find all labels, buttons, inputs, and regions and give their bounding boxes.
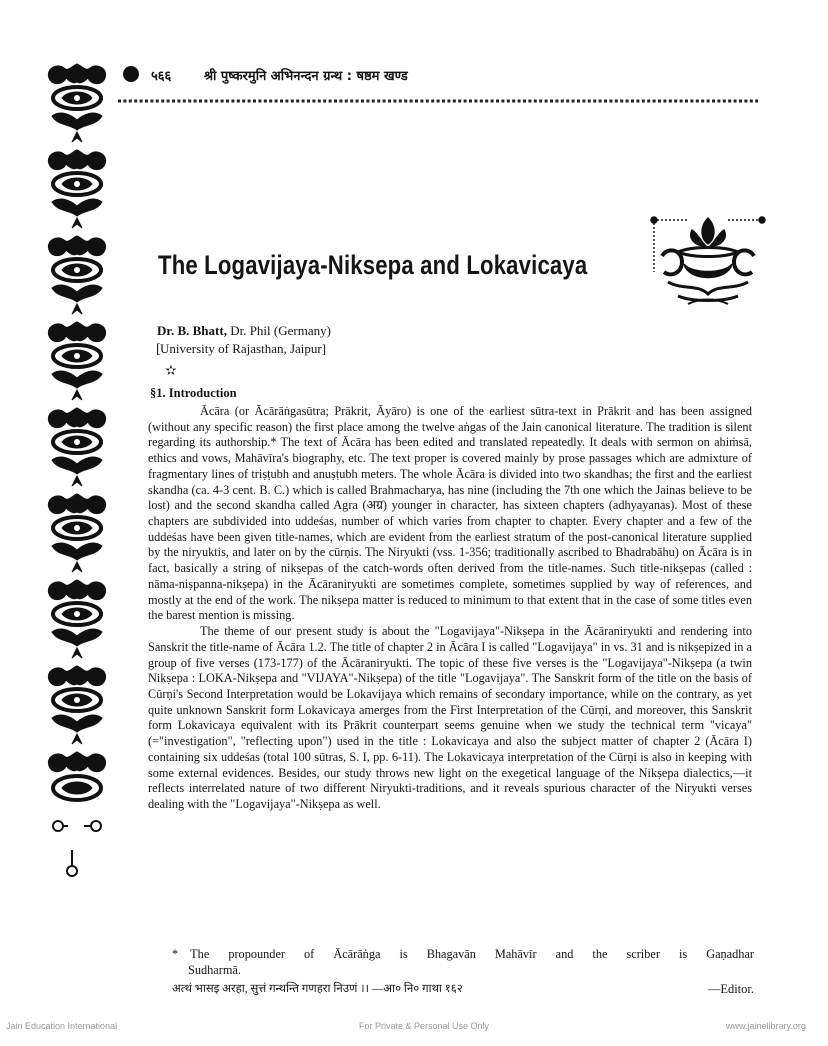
- section-heading: §1. Introduction: [150, 386, 237, 400]
- footer-left: Jain Education International: [6, 1021, 118, 1031]
- paragraph-1: Ācāra (or Ācārāṅgasūtra; Prākrit, Āyāro) is one of the earliest sūtra-text in Prākrit and has been assigned (without any specific reason) the first place among the twelve aṅgas of the Jain canonical literature. The tradition is silent regarding its authorship.* The text of Ācāra has been edited and translated repeatedly. It deals with sermon on ahiṁsā, ethics and vows, Mahāvīra's biography, etc. The text proper is covered mainly by prose passages which are admixture of fragmentary lines of triṣṭubh and anuṣṭubh meters. The whole Ācāra is divided into two skandhas; the first and the earliest skandha (ca. 4-3 cent. B. C.) which is called Brahmacharya, has nine (including the 7th one which the Jainas believe to be lost) and the second skandha called Agra (अग्र) younger in character, has sixteen chapters (adhyayanas). Most of these chapters are subdivided into uddeśas, number of which varies from chapter to chapter. Every chapter and a few of the uddeśas have been given title-names, which are evident from the earliest stratum of the post-canonical literature supplied by the niryuktis, and later on by the cūrṇis. The Niryukti (vss. 1-356; traditionally ascribed to Bhadrabāhu) on Ācāra is in fact, basically a string of nikṣepas of the catch-words often derived from the title-names. Such title-nikṣepas (called : nāma-niṣpanna-nikṣepa) in the Ācāraniryukti are sometimes complete, sometimes supplied by way of references, and mostly at the end of the work. The nikṣepa matter is reduced to minimum to that extent that in the case of some titles even the barest mention is missing.: [148, 404, 752, 623]
- page-number: ५६६: [151, 69, 172, 84]
- open-bracket: [: [156, 342, 161, 357]
- footnote-quote: अत्थं भासइ अरहा, सुत्तं गन्थन्ति गणहरा निउणं ।। —आ० नि० गाथा १६२: [172, 983, 463, 995]
- paragraph-2: The theme of our present study is about the "Logavijaya"-Nikṣepa in the Ācāraniryukti and rendering into Sanskrit the title-name of Ācāra 1.2. The title of chapter 2 in Ācāra I is called "Logavijaya" in vs. 31 and is nikṣepized in a group of five verses (173-177) of the Ācāraniryukti. The topic of these five verses is the "Logavijaya"-Nikṣepa (a twin Nikṣepa : LOKA-Nikṣepa and "VIJAYA"-Nikṣepa) of the title "Logavijaya". The Sanskrit form of the title on the basis of Cūrṇi's Second Interpretation would be Lokavijaya which remains of secondary importance, while on the contrary, as yet quite unknown Sanskrit form Lokavicaya amerges from the First Interpretation of the Cūrṇi, and moreover, this Sanskrit form Lokavicaya equivalent with its Prākrit counterpart seems genuine when we study the technical term "vicaya" (="investigation", "reflecting upon") used in the title : Lokavicaya and also the subject matter of chapter 2 (Ācāra I) containing six uddeśas (total 100 sūtras, S. I, pp. 6-11). The Lokavicaya interpretation of the Cūrṇi is also in keeping with some external evidences. Besides, our study throws new light on the exegetical language of the Nikṣepa dialectics,—it reflects interrelated nature of two different Niryukti-traditions, and it reveals spurious character of the Niryukti verses dealing with the "Logavijaya"-Nikṣepa as well.: [148, 624, 752, 811]
- dotted-rule: [118, 98, 758, 104]
- author-degree: Dr. Phil (Germany): [226, 323, 331, 338]
- header-bullet: [123, 66, 139, 82]
- footnote-text: The propounder of Ācārāṅga is Bhagavān Mahāvīr and the scriber is Gaṇadhar: [190, 947, 754, 961]
- footnote-marker: *: [172, 947, 179, 961]
- running-title: श्री पुष्करमुनि अभिनन्दन ग्रन्थ : षष्ठम खण्ड: [203, 69, 408, 84]
- affiliation: University of Rajasthan, Jaipur]: [160, 341, 327, 356]
- footer-right: www.jainelibrary.org: [726, 1021, 806, 1031]
- ornamental-border: [42, 62, 112, 810]
- article-title: The Logavijaya-Niksepa and Lokavicaya: [158, 250, 588, 280]
- lotus-emblem: [648, 212, 768, 308]
- footer-center: For Private & Personal Use Only: [359, 1021, 490, 1031]
- footnote-editor: —Editor.: [707, 982, 754, 996]
- author-line: [157, 322, 331, 358]
- running-header: [151, 66, 408, 84]
- footnote-text-2: Sudharmā.: [188, 963, 241, 977]
- star-icon: ✫: [165, 364, 177, 379]
- author-name: Dr. B. Bhatt,: [157, 323, 227, 338]
- footnote: [172, 946, 754, 997]
- body-text: [148, 404, 752, 813]
- margin-circles: [52, 818, 112, 878]
